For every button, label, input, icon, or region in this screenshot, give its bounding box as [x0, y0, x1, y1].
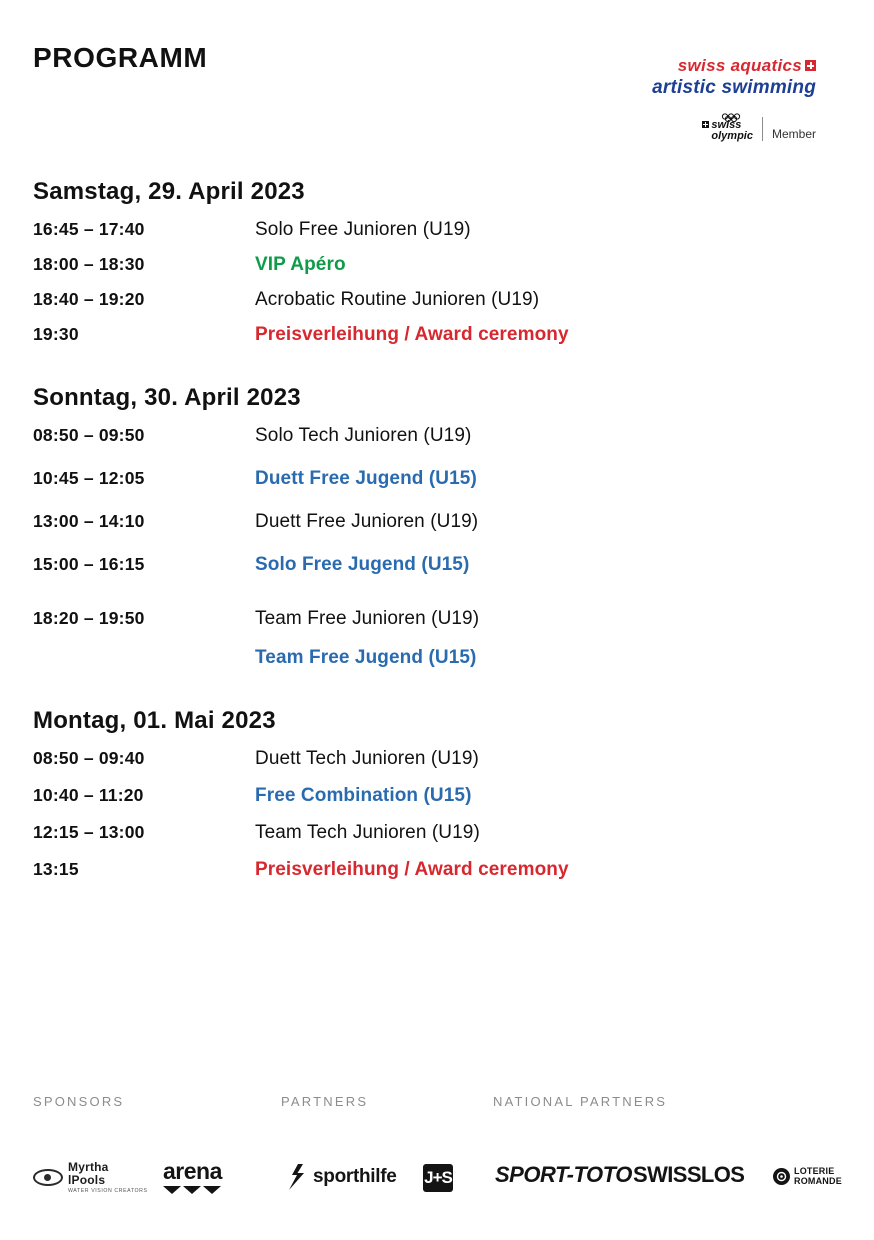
- swiss-olympic-line1: swiss: [702, 120, 753, 131]
- swiss-flag-icon: [805, 60, 816, 71]
- row-event: Duett Tech Junioren (U19): [255, 748, 479, 769]
- schedule: [33, 178, 841, 883]
- page-title: PROGRAMM: [33, 42, 208, 73]
- row-event: Team Free Jugend (U15): [255, 647, 477, 668]
- logo-arena: [163, 1160, 222, 1194]
- row-time: 10:45 – 12:05: [33, 468, 145, 488]
- footer-heading-sponsors: SPONSORS: [33, 1094, 125, 1109]
- schedule-row: [33, 512, 841, 531]
- footer-heading-national-partners: NATIONAL PARTNERS: [493, 1094, 668, 1109]
- row-time: 18:00 – 18:30: [33, 254, 145, 274]
- row-event: Duett Free Junioren (U19): [255, 511, 479, 532]
- day-rows: [33, 426, 841, 667]
- schedule-row: [33, 786, 841, 805]
- row-event: Acrobatic Routine Junioren (U19): [255, 289, 540, 310]
- logo-text-artistic-swimming: artistic swimming: [652, 76, 816, 98]
- logo-swisslos: [633, 1162, 744, 1188]
- row-event: Team Tech Junioren (U19): [255, 822, 480, 843]
- schedule-row: [33, 325, 841, 344]
- logo-myrtha-pools: [33, 1161, 148, 1194]
- swiss-olympic-line2: olympic: [711, 130, 753, 143]
- sporthilfe-wordmark: sporthilfe: [313, 1166, 397, 1187]
- row-event: Preisverleihung / Award ceremony: [255, 859, 569, 880]
- schedule-row: [33, 648, 841, 667]
- row-time: 16:45 – 17:40: [33, 219, 145, 239]
- row-time: 15:00 – 16:15: [33, 554, 145, 574]
- schedule-row: [33, 469, 841, 488]
- footer-heading-partners: PARTNERS: [281, 1094, 369, 1109]
- row-time: 18:20 – 19:50: [33, 608, 145, 628]
- row-event: Preisverleihung / Award ceremony: [255, 324, 569, 345]
- schedule-row: [33, 609, 841, 628]
- sporthilfe-icon: [285, 1164, 307, 1190]
- logo-sport-toto: [495, 1162, 632, 1188]
- row-time: 08:50 – 09:50: [33, 425, 145, 445]
- day-rows: [33, 220, 841, 344]
- row-time: 13:15: [33, 859, 79, 879]
- row-event: Solo Free Junioren (U19): [255, 219, 471, 240]
- swisslos-wordmark: SWISSLOS: [633, 1162, 745, 1187]
- row-time: 13:00 – 14:10: [33, 511, 145, 531]
- footer-headings: [33, 1094, 841, 1114]
- row-event: Team Free Junioren (U19): [255, 608, 480, 629]
- loterie-romande-icon: [773, 1168, 790, 1185]
- loterie-line1: LOTERIE: [794, 1166, 835, 1177]
- myrtha-line2: lPools: [68, 1172, 106, 1187]
- day-rows: [33, 749, 841, 879]
- myrtha-tagline: WATER VISION CREATORS: [68, 1187, 148, 1194]
- logo-sporthilfe: [285, 1164, 397, 1190]
- schedule-row: [33, 220, 841, 239]
- day-title: Montag, 01. Mai 2023: [33, 707, 276, 734]
- olympic-rings-icon: [702, 110, 753, 119]
- sponsor-logos: [33, 1140, 841, 1198]
- sponsor-footer: [33, 1094, 841, 1198]
- row-event: Solo Free Jugend (U15): [255, 554, 470, 575]
- row-event: VIP Apéro: [255, 254, 346, 275]
- jands-wordmark: J+S: [423, 1164, 453, 1192]
- logo-divider: [762, 117, 763, 141]
- day-block-saturday: [33, 178, 841, 344]
- swiss-olympic-member-block: [576, 110, 816, 142]
- logo-line-swiss-aquatics: [576, 56, 816, 76]
- schedule-row: [33, 749, 841, 768]
- schedule-row: [33, 255, 841, 274]
- row-event: Solo Tech Junioren (U19): [255, 425, 472, 446]
- row-time: 19:30: [33, 324, 79, 344]
- sport-toto-wordmark: SPORT-TOTO: [495, 1162, 632, 1187]
- myrtha-line1: Myrtha: [68, 1160, 109, 1175]
- swiss-aquatics-logo: [576, 56, 816, 142]
- row-time: 10:40 – 11:20: [33, 785, 144, 805]
- logo-jugend-und-sport: [423, 1164, 453, 1192]
- row-time: 18:40 – 19:20: [33, 289, 145, 309]
- day-block-monday: [33, 707, 841, 879]
- row-event: Duett Free Jugend (U15): [255, 468, 477, 489]
- day-block-sunday: [33, 384, 841, 667]
- swiss-cross-icon: [702, 121, 709, 128]
- row-time: 12:15 – 13:00: [33, 822, 145, 842]
- member-label: Member: [771, 127, 816, 142]
- logo-loterie-romande: [773, 1167, 842, 1186]
- row-event: Free Combination (U15): [255, 785, 472, 806]
- arena-wordmark: arena: [163, 1158, 222, 1184]
- schedule-row: [33, 860, 841, 879]
- page-header: [33, 44, 841, 154]
- schedule-row: [33, 555, 841, 574]
- myrtha-pools-icon: [33, 1165, 63, 1191]
- swiss-olympic-logo: [702, 110, 753, 142]
- loterie-line2: ROMANDE: [794, 1175, 842, 1186]
- arena-chevrons-icon: [163, 1186, 221, 1194]
- schedule-row: [33, 426, 841, 445]
- day-title: Samstag, 29. April 2023: [33, 178, 305, 205]
- schedule-row: [33, 290, 841, 309]
- day-title: Sonntag, 30. April 2023: [33, 384, 301, 411]
- row-time: 08:50 – 09:40: [33, 748, 145, 768]
- schedule-row: [33, 823, 841, 842]
- logo-text-swiss-aquatics: swiss aquatics: [677, 56, 802, 75]
